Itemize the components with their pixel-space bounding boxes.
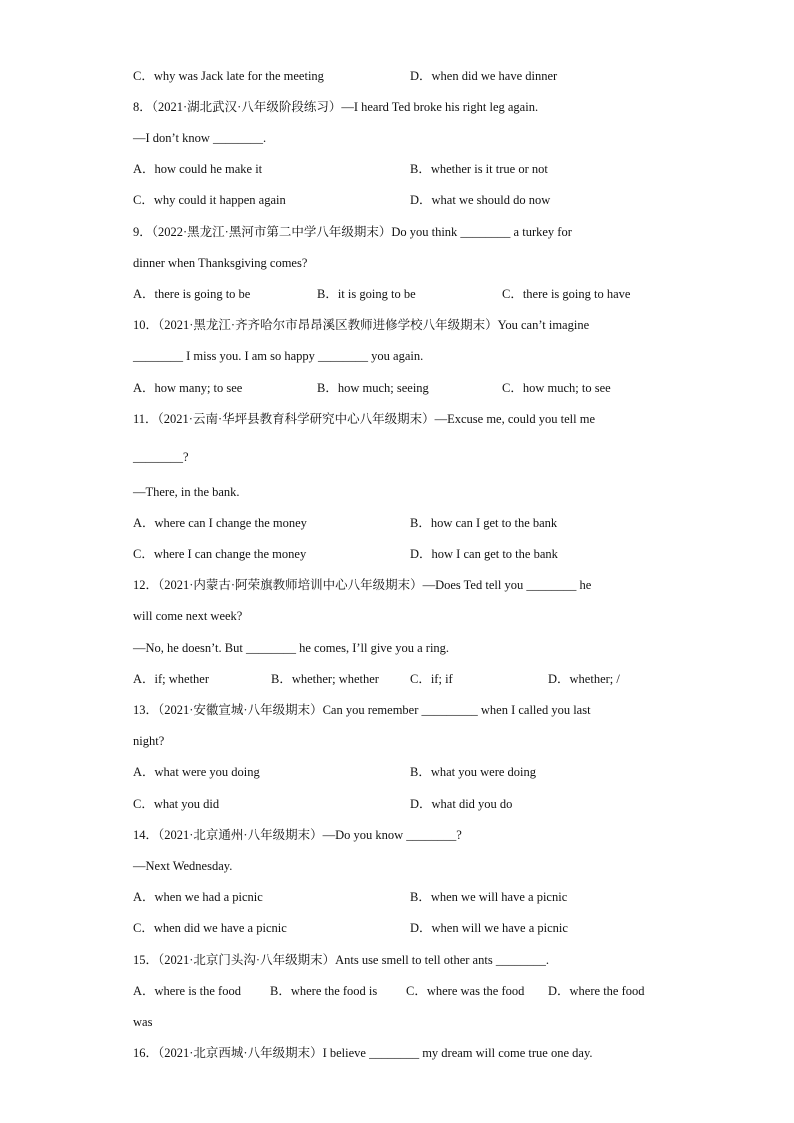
answer-option: D．whether; / — [548, 672, 620, 686]
answer-option: C．where I can change the money — [133, 547, 307, 561]
text-line: 14．（2021·北京通州·八年级期末）—Do you know ________? — [133, 828, 462, 842]
answer-option: B．whether; whether — [271, 672, 379, 686]
answer-option: A．if; whether — [133, 672, 210, 686]
answer-option: C．when did we have a picnic — [133, 921, 287, 935]
text-line: 11．（2021·云南·华坪县教育科学研究中心八年级期末）—Excuse me, could you tell me — [133, 412, 595, 426]
text-line: 9．（2022·黑龙江·黑河市第二中学八年级期末）Do you think ________ a turkey for — [133, 225, 572, 239]
text-line: 16．（2021·北京西城·八年级期末）I believe ________ my dream will come true one day. — [133, 1046, 593, 1060]
answer-option: D．when did we have dinner — [410, 69, 558, 83]
text-line: —Next Wednesday. — [133, 859, 233, 873]
answer-option: B．it is going to be — [317, 287, 416, 301]
text-line: 8．（2021·湖北武汉·八年级阶段练习）—I heard Ted broke his right leg again. — [133, 100, 539, 114]
text-line: was — [133, 1015, 153, 1029]
answer-option: D．where the food — [548, 984, 645, 998]
answer-option: A．how could he make it — [133, 162, 263, 176]
answer-option: C．if; if — [410, 672, 453, 686]
text-line: 15．（2021·北京门头沟·八年级期末）Ants use smell to tell other ants ________. — [133, 953, 549, 967]
answer-option: B．how much; seeing — [317, 381, 429, 395]
answer-option: A．there is going to be — [133, 287, 251, 301]
text-line: 13．（2021·安徽宣城·八年级期末）Can you remember _________ when I called you last — [133, 703, 591, 717]
text-line: night? — [133, 734, 165, 748]
answer-option: D．what did you do — [410, 797, 513, 811]
text-line: ________? — [133, 450, 189, 464]
answer-option: D．what we should do now — [410, 193, 551, 207]
text-line: —I don’t know ________. — [133, 131, 267, 145]
text-line: 12．（2021·内蒙古·阿荣旗教师培训中心八年级期末）—Does Ted tell you ________ he — [133, 578, 592, 592]
answer-option: D．how I can get to the bank — [410, 547, 558, 561]
answer-option: C．where was the food — [406, 984, 525, 998]
text-line: ________ I miss you. I am so happy ________ you again. — [133, 349, 424, 363]
answer-option: A．where is the food — [133, 984, 241, 998]
answer-option: B．where the food is — [270, 984, 378, 998]
text-line: will come next week? — [133, 609, 243, 623]
text-line: —No, he doesn’t. But ________ he comes, I’ll give you a ring. — [133, 641, 450, 655]
answer-option: C．what you did — [133, 797, 220, 811]
text-line: 10．（2021·黑龙江·齐齐哈尔市昂昂溪区教师进修学校八年级期末）You can’t imagine — [133, 318, 590, 332]
answer-option: A．how many; to see — [133, 381, 243, 395]
text-line: dinner when Thanksgiving comes? — [133, 256, 308, 270]
answer-option: A．what were you doing — [133, 765, 260, 779]
answer-option: A．when we had a picnic — [133, 890, 263, 904]
answer-option: B．how can I get to the bank — [410, 516, 558, 530]
answer-option: C．why was Jack late for the meeting — [133, 69, 324, 83]
answer-option: D．when will we have a picnic — [410, 921, 568, 935]
answer-option: C．why could it happen again — [133, 193, 286, 207]
answer-option: A．where can I change the money — [133, 516, 307, 530]
text-line: —There, in the bank. — [133, 485, 240, 499]
answer-option: C．how much; to see — [502, 381, 611, 395]
answer-option: B．what you were doing — [410, 765, 537, 779]
answer-option: B．when we will have a picnic — [410, 890, 568, 904]
answer-option: B．whether is it true or not — [410, 162, 548, 176]
answer-option: C．there is going to have — [502, 287, 631, 301]
